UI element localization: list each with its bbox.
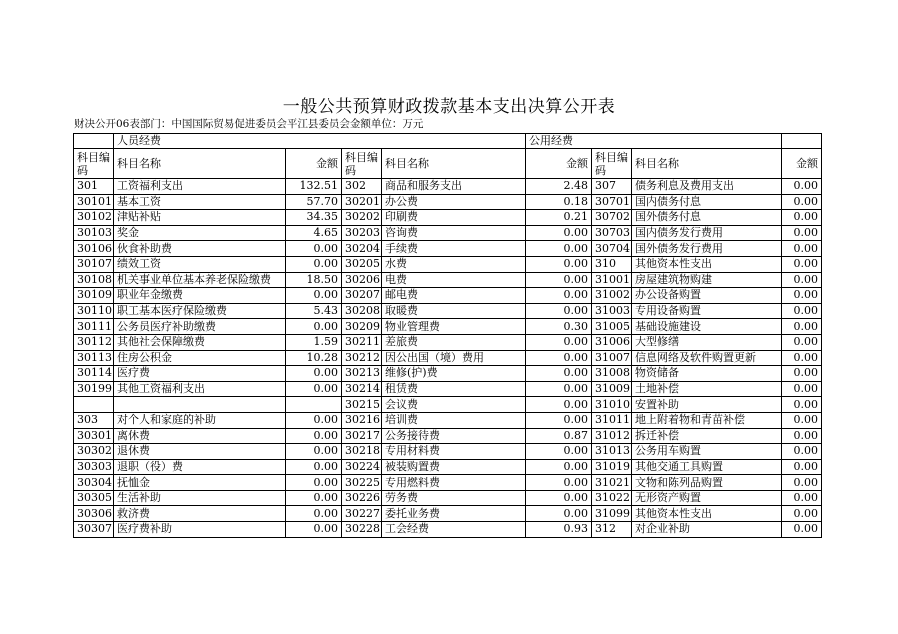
amount-cell: 0.00 (782, 256, 822, 272)
table-row (74, 334, 822, 350)
subject-name-cell: 维修(护)费 (382, 366, 526, 382)
subject-name-cell: 大型修缮 (632, 334, 782, 350)
amount-cell: 0.00 (782, 428, 822, 444)
subject-name-cell: 物资储备 (632, 366, 782, 382)
subject-code-cell: 30208 (342, 303, 382, 319)
subject-name-cell: 基本工资 (114, 194, 286, 210)
amount-cell: 0.00 (782, 397, 822, 413)
table-row (74, 303, 822, 319)
amount-cell: 0.00 (526, 241, 592, 257)
subject-code-cell: 30224 (342, 459, 382, 475)
subject-code-cell: 31008 (592, 366, 632, 382)
subject-name-cell (114, 397, 286, 413)
amount-cell: 0.00 (782, 350, 822, 366)
subject-name-cell: 对企业补助 (632, 522, 782, 538)
subject-name-cell: 无形资产购置 (632, 490, 782, 506)
subject-code-cell: 30304 (74, 475, 114, 491)
amount-cell: 0.00 (526, 366, 592, 382)
table-row (74, 475, 822, 491)
subject-code-cell: 31003 (592, 303, 632, 319)
amount-cell: 0.00 (526, 475, 592, 491)
subject-code-cell: 30206 (342, 272, 382, 288)
subject-code-cell: 30226 (342, 490, 382, 506)
subject-name-cell: 其他交通工具购置 (632, 459, 782, 475)
group-blank-cell (782, 134, 822, 149)
subject-name-cell: 基础设施建设 (632, 319, 782, 335)
group-header-row (74, 134, 822, 149)
subject-name-cell: 救济费 (114, 506, 286, 522)
subject-name-cell: 专用燃料费 (382, 475, 526, 491)
amount-cell: 10.28 (286, 350, 342, 366)
subject-name-cell: 其他社会保障缴费 (114, 334, 286, 350)
amount-cell: 0.87 (526, 428, 592, 444)
amount-cell: 57.70 (286, 194, 342, 210)
amount-cell: 0.00 (286, 522, 342, 538)
subject-code-cell: 30205 (342, 256, 382, 272)
subject-name-cell: 办公费 (382, 194, 526, 210)
subject-code-cell: 31002 (592, 288, 632, 304)
subject-code-cell: 30307 (74, 522, 114, 538)
amount-cell: 0.00 (782, 522, 822, 538)
subject-name-cell: 信息网络及软件购置更新 (632, 350, 782, 366)
header-name: 科目名称 (114, 149, 286, 179)
subject-code-cell: 31013 (592, 444, 632, 460)
amount-cell: 0.00 (286, 381, 342, 397)
subject-code-cell: 302 (342, 179, 382, 195)
subject-name-cell: 职工基本医疗保险缴费 (114, 303, 286, 319)
subject-code-cell: 31007 (592, 350, 632, 366)
subject-code-cell: 30199 (74, 381, 114, 397)
subject-name-cell: 咨询费 (382, 225, 526, 241)
subject-code-cell: 31005 (592, 319, 632, 335)
budget-table (73, 133, 822, 538)
amount-cell: 0.00 (782, 241, 822, 257)
subject-code-cell: 31001 (592, 272, 632, 288)
group-public: 公用经费 (526, 134, 782, 149)
amount-cell: 0.00 (286, 444, 342, 460)
amount-cell: 0.00 (782, 412, 822, 428)
header-name: 科目名称 (382, 149, 526, 179)
subject-name-cell: 水费 (382, 256, 526, 272)
amount-cell: 0.00 (782, 319, 822, 335)
subject-code-cell: 307 (592, 179, 632, 195)
unit-value: 万元 (402, 118, 424, 130)
table-row (74, 412, 822, 428)
subject-code-cell: 31006 (592, 334, 632, 350)
subject-name-cell: 土地补偿 (632, 381, 782, 397)
subject-name-cell: 离休费 (114, 428, 286, 444)
table-row (74, 522, 822, 538)
subject-code-cell: 31022 (592, 490, 632, 506)
subject-name-cell: 公务员医疗补助缴费 (114, 319, 286, 335)
subject-name-cell: 商品和服务支出 (382, 179, 526, 195)
subject-code-cell: 30114 (74, 366, 114, 382)
subject-code-cell: 31010 (592, 397, 632, 413)
subject-code-cell: 30217 (342, 428, 382, 444)
subject-name-cell: 租赁费 (382, 381, 526, 397)
subject-code-cell: 30301 (74, 428, 114, 444)
subject-name-cell: 其他工资福利支出 (114, 381, 286, 397)
subject-code-cell: 303 (74, 412, 114, 428)
subject-code-cell: 30107 (74, 256, 114, 272)
amount-cell: 0.00 (782, 444, 822, 460)
report-title: 一般公共预算财政拨款基本支出决算公开表 (282, 97, 616, 117)
amount-cell: 0.00 (286, 506, 342, 522)
subject-name-cell: 退休费 (114, 444, 286, 460)
department-label: 部门： (139, 118, 172, 130)
subject-code-cell: 30113 (74, 350, 114, 366)
group-personnel: 人员经费 (114, 134, 526, 149)
subject-code-cell: 30211 (342, 334, 382, 350)
subject-code-cell: 30106 (74, 241, 114, 257)
table-row (74, 397, 822, 413)
subject-name-cell: 专用材料费 (382, 444, 526, 460)
amount-cell: 0.00 (286, 428, 342, 444)
subject-code-cell: 30207 (342, 288, 382, 304)
subject-name-cell: 文物和陈列品购置 (632, 475, 782, 491)
subject-code-cell: 30306 (74, 506, 114, 522)
amount-cell: 0.00 (782, 272, 822, 288)
amount-cell: 0.00 (526, 444, 592, 460)
subject-code-cell: 312 (592, 522, 632, 538)
amount-cell: 0.00 (526, 288, 592, 304)
subject-code-cell: 30110 (74, 303, 114, 319)
amount-cell: 1.59 (286, 334, 342, 350)
subject-name-cell: 工资福利支出 (114, 179, 286, 195)
subject-name-cell: 拆迁补偿 (632, 428, 782, 444)
amount-cell: 0.00 (286, 319, 342, 335)
table-row (74, 506, 822, 522)
table-row (74, 459, 822, 475)
amount-cell: 2.48 (526, 179, 592, 195)
subject-name-cell: 公务用车购置 (632, 444, 782, 460)
amount-cell: 0.00 (286, 459, 342, 475)
subject-code-cell: 31009 (592, 381, 632, 397)
subject-code-cell: 31021 (592, 475, 632, 491)
subject-code-cell: 30102 (74, 210, 114, 226)
subject-name-cell: 医疗费补助 (114, 522, 286, 538)
subject-name-cell: 职业年金缴费 (114, 288, 286, 304)
subject-code-cell: 310 (592, 256, 632, 272)
subject-code-cell: 30209 (342, 319, 382, 335)
header-name: 科目名称 (632, 149, 782, 179)
table-row (74, 194, 822, 210)
subject-code-cell: 30112 (74, 334, 114, 350)
subject-code-cell: 31099 (592, 506, 632, 522)
amount-cell: 0.00 (526, 350, 592, 366)
subject-name-cell: 委托业务费 (382, 506, 526, 522)
table-row (74, 272, 822, 288)
group-blank-cell (74, 134, 114, 149)
subject-code-cell: 30703 (592, 225, 632, 241)
subject-name-cell: 其他资本性支出 (632, 506, 782, 522)
table-row (74, 210, 822, 226)
subject-name-cell: 房屋建筑物购建 (632, 272, 782, 288)
form-number: 财决公开06表 (74, 118, 140, 130)
subject-code-cell: 30103 (74, 225, 114, 241)
subject-name-cell: 生活补助 (114, 490, 286, 506)
subject-code-cell: 301 (74, 179, 114, 195)
subject-code-cell: 30227 (342, 506, 382, 522)
amount-cell: 0.00 (526, 490, 592, 506)
subject-name-cell: 伙食补助费 (114, 241, 286, 257)
subject-code-cell: 30203 (342, 225, 382, 241)
header-code: 科目编码 (342, 149, 382, 179)
amount-cell: 0.00 (286, 366, 342, 382)
amount-cell: 0.00 (782, 334, 822, 350)
unit-label: 金额单位： (349, 118, 403, 130)
amount-cell: 0.00 (526, 506, 592, 522)
amount-cell: 0.00 (526, 256, 592, 272)
amount-cell: 0.00 (526, 225, 592, 241)
subject-code-cell: 30225 (342, 475, 382, 491)
amount-cell: 0.00 (782, 303, 822, 319)
amount-cell: 0.00 (286, 412, 342, 428)
amount-cell: 0.00 (782, 475, 822, 491)
amount-cell: 0.00 (526, 397, 592, 413)
amount-cell: 0.00 (782, 210, 822, 226)
amount-cell: 0.00 (782, 366, 822, 382)
subject-code-cell: 30214 (342, 381, 382, 397)
table-row (74, 288, 822, 304)
amount-cell: 0.00 (782, 288, 822, 304)
subject-code-cell: 30101 (74, 194, 114, 210)
subject-code-cell: 30213 (342, 366, 382, 382)
subject-name-cell: 邮电费 (382, 288, 526, 304)
subject-name-cell: 物业管理费 (382, 319, 526, 335)
subject-name-cell: 债务利息及费用支出 (632, 179, 782, 195)
department-name: 中国国际贸易促进委员会平江县委员会 (171, 118, 350, 130)
report-subline (74, 116, 423, 131)
amount-cell (286, 397, 342, 413)
amount-cell: 0.00 (526, 412, 592, 428)
amount-cell: 0.00 (286, 256, 342, 272)
subject-code-cell: 30228 (342, 522, 382, 538)
amount-cell: 0.00 (526, 272, 592, 288)
subject-name-cell: 国内债务发行费用 (632, 225, 782, 241)
amount-cell: 0.00 (286, 490, 342, 506)
subject-name-cell: 公务接待费 (382, 428, 526, 444)
subject-name-cell: 取暖费 (382, 303, 526, 319)
table-row (74, 225, 822, 241)
subject-code-cell: 30302 (74, 444, 114, 460)
amount-cell: 0.18 (526, 194, 592, 210)
subject-name-cell: 住房公积金 (114, 350, 286, 366)
subject-name-cell: 劳务费 (382, 490, 526, 506)
table-row (74, 241, 822, 257)
subject-code-cell: 30109 (74, 288, 114, 304)
subject-name-cell: 机关事业单位基本养老保险缴费 (114, 272, 286, 288)
table-row (74, 490, 822, 506)
amount-cell: 0.00 (286, 241, 342, 257)
amount-cell: 34.35 (286, 210, 342, 226)
amount-cell: 0.00 (526, 303, 592, 319)
subject-code-cell: 31012 (592, 428, 632, 444)
subject-name-cell: 医疗费 (114, 366, 286, 382)
subject-name-cell: 抚恤金 (114, 475, 286, 491)
subject-name-cell: 国内债务付息 (632, 194, 782, 210)
subject-code-cell: 30216 (342, 412, 382, 428)
subject-code-cell: 30201 (342, 194, 382, 210)
header-code: 科目编码 (592, 149, 632, 179)
subject-code-cell: 30212 (342, 350, 382, 366)
subject-name-cell: 国外债务付息 (632, 210, 782, 226)
subject-code-cell: 31019 (592, 459, 632, 475)
amount-cell: 0.00 (526, 334, 592, 350)
subject-name-cell: 被装购置费 (382, 459, 526, 475)
subject-name-cell: 绩效工资 (114, 256, 286, 272)
subject-name-cell: 安置补助 (632, 397, 782, 413)
subject-name-cell: 手续费 (382, 241, 526, 257)
subject-code-cell: 30204 (342, 241, 382, 257)
amount-cell: 0.93 (526, 522, 592, 538)
table-row (74, 319, 822, 335)
subject-name-cell: 奖金 (114, 225, 286, 241)
amount-cell: 132.51 (286, 179, 342, 195)
subject-code-cell: 30305 (74, 490, 114, 506)
subject-name-cell: 专用设备购置 (632, 303, 782, 319)
subject-code-cell: 30218 (342, 444, 382, 460)
amount-cell: 5.43 (286, 303, 342, 319)
column-header-row (74, 149, 822, 179)
subject-code-cell: 30111 (74, 319, 114, 335)
subject-name-cell: 差旅费 (382, 334, 526, 350)
subject-code-cell: 30108 (74, 272, 114, 288)
table-row (74, 381, 822, 397)
amount-cell: 0.00 (782, 381, 822, 397)
subject-name-cell: 地上附着物和青苗补偿 (632, 412, 782, 428)
amount-cell: 0.00 (782, 225, 822, 241)
subject-name-cell: 办公设备购置 (632, 288, 782, 304)
table-row (74, 350, 822, 366)
amount-cell: 0.00 (782, 194, 822, 210)
header-code: 科目编码 (74, 149, 114, 179)
subject-code-cell: 30303 (74, 459, 114, 475)
amount-cell: 0.00 (526, 381, 592, 397)
subject-name-cell: 津贴补贴 (114, 210, 286, 226)
subject-code-cell (74, 397, 114, 413)
subject-code-cell: 30701 (592, 194, 632, 210)
subject-name-cell: 工会经费 (382, 522, 526, 538)
subject-name-cell: 因公出国（境）费用 (382, 350, 526, 366)
amount-cell: 0.00 (526, 459, 592, 475)
header-amount: 金额 (526, 149, 592, 179)
amount-cell: 0.30 (526, 319, 592, 335)
amount-cell: 0.00 (286, 475, 342, 491)
table-row (74, 256, 822, 272)
subject-code-cell: 30202 (342, 210, 382, 226)
table-row (74, 179, 822, 195)
subject-name-cell: 电费 (382, 272, 526, 288)
subject-name-cell: 会议费 (382, 397, 526, 413)
amount-cell: 0.00 (782, 459, 822, 475)
amount-cell: 0.00 (782, 179, 822, 195)
subject-code-cell: 30704 (592, 241, 632, 257)
subject-name-cell: 对个人和家庭的补助 (114, 412, 286, 428)
amount-cell: 0.00 (286, 288, 342, 304)
amount-cell: 0.00 (782, 490, 822, 506)
amount-cell: 4.65 (286, 225, 342, 241)
amount-cell: 18.50 (286, 272, 342, 288)
subject-code-cell: 31011 (592, 412, 632, 428)
table-row (74, 444, 822, 460)
subject-name-cell: 印刷费 (382, 210, 526, 226)
subject-name-cell: 退职（役）费 (114, 459, 286, 475)
header-amount: 金额 (286, 149, 342, 179)
subject-code-cell: 30215 (342, 397, 382, 413)
amount-cell: 0.21 (526, 210, 592, 226)
subject-name-cell: 国外债务发行费用 (632, 241, 782, 257)
amount-cell: 0.00 (782, 506, 822, 522)
header-amount: 金额 (782, 149, 822, 179)
subject-name-cell: 培训费 (382, 412, 526, 428)
subject-code-cell: 30702 (592, 210, 632, 226)
table-row (74, 366, 822, 382)
subject-name-cell: 其他资本性支出 (632, 256, 782, 272)
table-row (74, 428, 822, 444)
